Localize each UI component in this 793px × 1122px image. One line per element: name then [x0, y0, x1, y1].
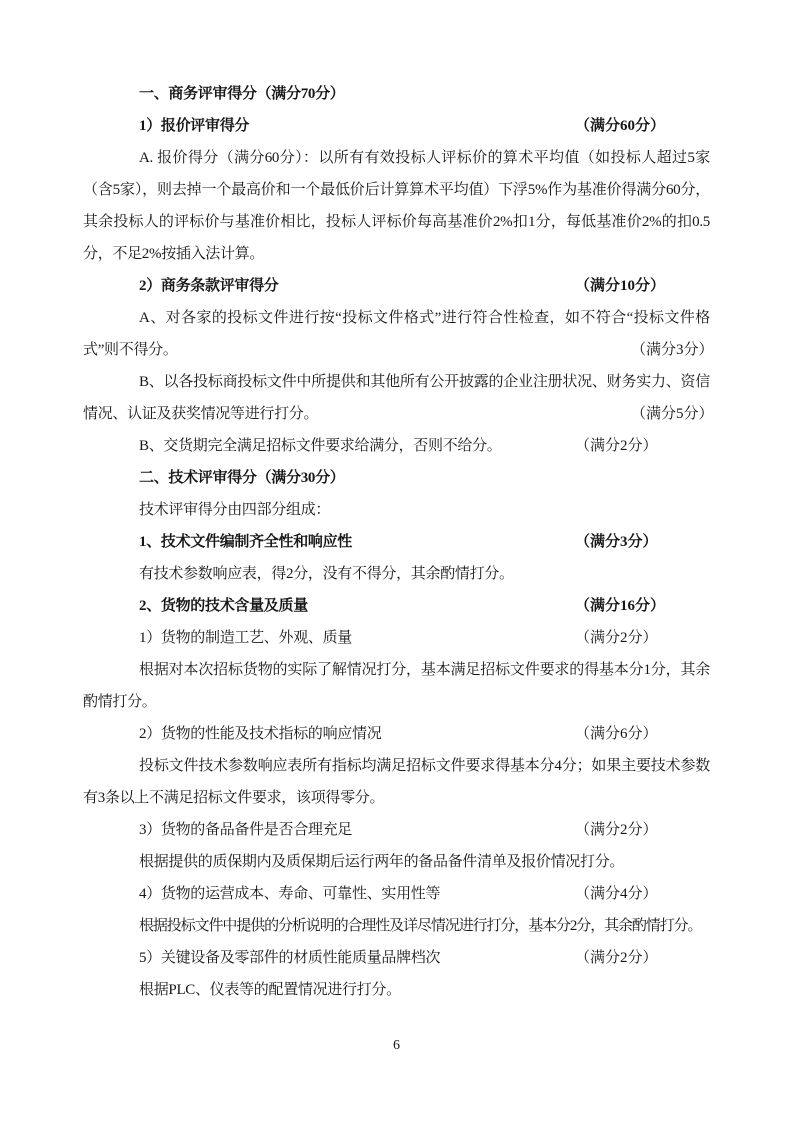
subsection-heading: [83, 270, 710, 302]
item-line: [83, 718, 710, 750]
subsection-heading: [83, 110, 710, 142]
subsection-heading-text: 1）报价评审得分: [139, 118, 250, 134]
item-line: [83, 622, 710, 654]
item-line-text: 1）货物的制造工艺、外观、质量: [139, 630, 353, 646]
section-heading: [83, 462, 710, 494]
item-line-text: 2）货物的性能及技术指标的响应情况: [139, 726, 382, 742]
paragraph-text: 投标文件技术参数响应表所有指标均满足招标文件要求得基本分4分；如果主要技术参数有3条以上不满足招标文件要求，该项得零分。: [83, 758, 710, 806]
subsection-heading: [83, 526, 710, 558]
paragraph: [83, 494, 710, 526]
document-body: [83, 78, 714, 1006]
paragraph: [83, 910, 710, 942]
paragraph: [83, 974, 710, 1006]
paragraph: [83, 558, 710, 590]
section-heading-text: 二、技术评审得分（满分30分）: [139, 470, 345, 486]
item-line-text: B、交货期完全满足招标文件要求给满分，否则不给分。: [139, 438, 502, 454]
score-label: （满分2分）: [575, 438, 658, 454]
section-heading: [83, 78, 710, 110]
paragraph: [83, 366, 714, 430]
paragraph-text: B、以各投标商投标文件中所提供和其他所有公开披露的企业注册状况、财务实力、资信情况、认证及获奖情况等进行打分。: [83, 374, 710, 422]
paragraph-text: 根据对本次招标货物的实际了解情况打分，基本满足招标文件要求的得基本分1分，其余酌情打分。: [83, 662, 710, 710]
score-label: （满分4分）: [575, 886, 658, 902]
subsection-heading: [83, 590, 710, 622]
subsection-heading-text: 2、货物的技术含量及质量: [139, 598, 308, 614]
paragraph-text: 有技术参数响应表，得2分，没有不得分，其余酌情打分。: [139, 566, 514, 582]
item-line: [83, 878, 710, 910]
paragraph-text: A. 报价得分（满分60分）：以所有有效投标人评标价的算术平均值（如投标人超过5家（含5家），则去掉一个最高价和一个最低价后计算算术平均值）下浮5%作为基准价得满分60分，其余投标人的评标价与基准价相比，投标人评标价每高基准价2%扣1分，每低基准价2%的扣0.5分，不足2%按插入法计算。: [83, 150, 710, 262]
paragraph-text: 根据提供的质保期内及质保期后运行两年的备品备件清单及报价情况打分。: [139, 854, 625, 870]
item-line-text: 5）关键设备及零部件的材质性能质量品牌档次: [139, 950, 441, 966]
item-line: [83, 814, 710, 846]
paragraph-text: 根据PLC、仪表等的配置情况进行打分。: [139, 982, 401, 998]
paragraph: [83, 846, 710, 878]
paragraph-text: 根据投标文件中提供的分析说明的合理性及详尽情况进行打分，基本分2分，其余酌情打分。: [139, 918, 702, 934]
paragraph: [83, 142, 710, 270]
paragraph: [83, 654, 710, 718]
score-label: （满分3分）: [575, 534, 658, 550]
item-line: [83, 430, 710, 462]
paragraph-text: 技术评审得分由四部分组成：: [139, 502, 331, 518]
paragraph: [83, 750, 710, 814]
page-number: 6: [393, 1038, 400, 1053]
score-label: （满分3分）: [631, 342, 714, 358]
subsection-heading-text: 2）商务条款评审得分: [139, 278, 279, 294]
score-label: （满分10分）: [575, 278, 666, 294]
score-label: （满分60分）: [575, 118, 666, 134]
item-line-text: 3）货物的备品备件是否合理充足: [139, 822, 353, 838]
section-heading-text: 一、商务评审得分（满分70分）: [139, 86, 345, 102]
score-label: （满分6分）: [575, 726, 658, 742]
paragraph-text: A、对各家的投标文件进行按“投标文件格式”进行符合性检查，如不符合“投标文件格式”则不得分。: [83, 310, 710, 358]
score-label: （满分2分）: [575, 630, 658, 646]
score-label: （满分2分）: [575, 822, 658, 838]
score-label: （满分5分）: [631, 406, 714, 422]
score-label: （满分2分）: [575, 950, 658, 966]
item-line-text: 4）货物的运营成本、寿命、可靠性、实用性等: [139, 886, 441, 902]
item-line: [83, 942, 710, 974]
paragraph: [83, 302, 714, 366]
score-label: （满分16分）: [575, 598, 666, 614]
subsection-heading-text: 1、技术文件编制齐全性和响应性: [139, 534, 353, 550]
